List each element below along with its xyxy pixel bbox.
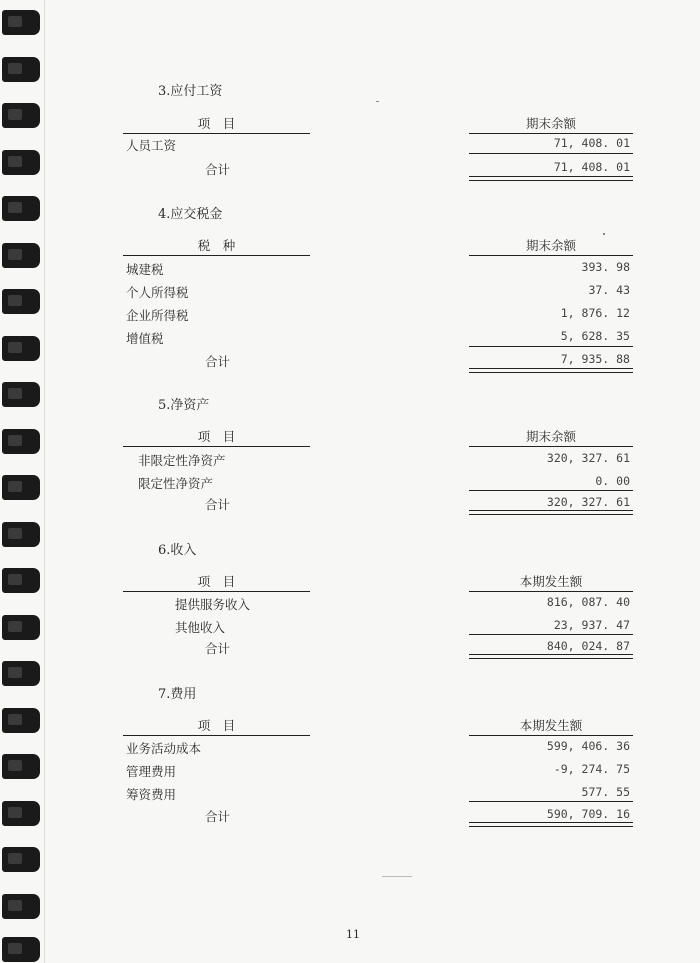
scan-mark bbox=[382, 876, 412, 877]
row-label: 管理费用 bbox=[126, 764, 177, 779]
binding-ring bbox=[2, 847, 40, 872]
single-underline bbox=[469, 346, 633, 347]
row-label: 合计 bbox=[205, 497, 231, 512]
binding-ring bbox=[2, 894, 40, 919]
row-value: 393. 98 bbox=[581, 260, 630, 274]
row-value: 590, 709. 16 bbox=[546, 807, 630, 821]
double-underline bbox=[469, 510, 633, 515]
binding-ring bbox=[2, 103, 40, 128]
binding-ring bbox=[2, 150, 40, 175]
table-row bbox=[123, 618, 633, 638]
single-underline bbox=[469, 490, 633, 491]
binding-ring bbox=[2, 196, 40, 221]
binding-ring bbox=[2, 568, 40, 593]
row-value: 71, 408. 01 bbox=[553, 160, 630, 174]
row-value: 816, 087. 40 bbox=[546, 595, 630, 609]
binding-ring bbox=[2, 10, 40, 35]
row-label: 个人所得税 bbox=[126, 285, 189, 300]
row-value: 599, 406. 36 bbox=[546, 739, 630, 753]
table-row bbox=[123, 283, 633, 303]
row-label: 合计 bbox=[205, 162, 231, 177]
row-label: 业务活动成本 bbox=[126, 741, 202, 756]
row-label: 筹资费用 bbox=[126, 787, 177, 802]
scan-speck bbox=[603, 233, 605, 235]
binding-ring bbox=[2, 522, 40, 547]
binding-ring bbox=[2, 336, 40, 361]
column-header-amount: 期末余额 bbox=[469, 114, 633, 134]
row-value: 7, 935. 88 bbox=[560, 352, 630, 366]
single-underline bbox=[469, 634, 633, 635]
row-value: 0. 00 bbox=[595, 474, 630, 488]
row-label: 其他收入 bbox=[175, 620, 226, 635]
table-row bbox=[123, 785, 633, 805]
table-row bbox=[123, 306, 633, 326]
page-edge bbox=[44, 0, 45, 963]
column-header-tax-type: 税 种 bbox=[123, 236, 310, 256]
binding-ring bbox=[2, 708, 40, 733]
row-value: 320, 327. 61 bbox=[546, 495, 630, 509]
spiral-binding bbox=[0, 0, 44, 963]
table-row bbox=[123, 595, 633, 615]
row-label: 合计 bbox=[205, 641, 231, 656]
section-title: 7.费用 bbox=[158, 687, 197, 702]
binding-ring bbox=[2, 243, 40, 268]
row-value: -9, 274. 75 bbox=[553, 762, 630, 776]
double-underline bbox=[469, 176, 633, 181]
column-header-item: 项 目 bbox=[123, 716, 310, 736]
row-value: 37. 43 bbox=[588, 283, 630, 297]
table-row bbox=[123, 474, 633, 494]
table-row bbox=[123, 762, 633, 782]
row-value: 840, 024. 87 bbox=[546, 639, 630, 653]
row-label: 人员工资 bbox=[126, 138, 177, 153]
double-underline bbox=[469, 654, 633, 659]
binding-ring bbox=[2, 382, 40, 407]
column-header-amount: 期末余额 bbox=[469, 236, 633, 256]
double-underline bbox=[469, 368, 633, 373]
binding-ring bbox=[2, 937, 40, 962]
column-header-item: 项 目 bbox=[123, 114, 310, 134]
row-label: 合计 bbox=[205, 354, 231, 369]
section-title: 4.应交税金 bbox=[158, 207, 223, 222]
binding-ring bbox=[2, 475, 40, 500]
binding-ring bbox=[2, 289, 40, 314]
page-number: 11 bbox=[346, 928, 360, 941]
table-row bbox=[123, 739, 633, 759]
row-value: 577. 55 bbox=[581, 785, 630, 799]
row-label: 企业所得税 bbox=[126, 308, 189, 323]
binding-ring bbox=[2, 429, 40, 454]
column-header-period-amount: 本期发生额 bbox=[469, 572, 633, 592]
section-title: 3.应付工资 bbox=[158, 84, 223, 99]
row-value: 5, 628. 35 bbox=[560, 329, 630, 343]
row-label: 限定性净资产 bbox=[138, 476, 214, 491]
row-value: 320, 327. 61 bbox=[546, 451, 630, 465]
column-header-amount: 期末余额 bbox=[469, 427, 633, 447]
row-value: 23, 937. 47 bbox=[553, 618, 630, 632]
column-header-item: 项 目 bbox=[123, 572, 310, 592]
binding-ring bbox=[2, 615, 40, 640]
table-row bbox=[123, 451, 633, 471]
section-title: 5.净资产 bbox=[158, 398, 210, 413]
row-label: 提供服务收入 bbox=[175, 597, 251, 612]
table-row bbox=[123, 260, 633, 280]
row-label: 城建税 bbox=[126, 262, 164, 277]
row-value: 1, 876. 12 bbox=[560, 306, 630, 320]
column-header-item: 项 目 bbox=[123, 427, 310, 447]
column-header-period-amount: 本期发生额 bbox=[469, 716, 633, 736]
binding-ring bbox=[2, 801, 40, 826]
scan-speck bbox=[376, 101, 379, 102]
binding-ring bbox=[2, 661, 40, 686]
binding-ring bbox=[2, 754, 40, 779]
single-underline bbox=[469, 153, 633, 154]
section-title: 6.收入 bbox=[158, 543, 197, 558]
binding-ring bbox=[2, 57, 40, 82]
row-value: 71, 408. 01 bbox=[553, 136, 630, 150]
row-label: 合计 bbox=[205, 809, 231, 824]
row-label: 增值税 bbox=[126, 331, 164, 346]
double-underline bbox=[469, 822, 633, 827]
row-label: 非限定性净资产 bbox=[138, 453, 226, 468]
single-underline bbox=[469, 801, 633, 802]
